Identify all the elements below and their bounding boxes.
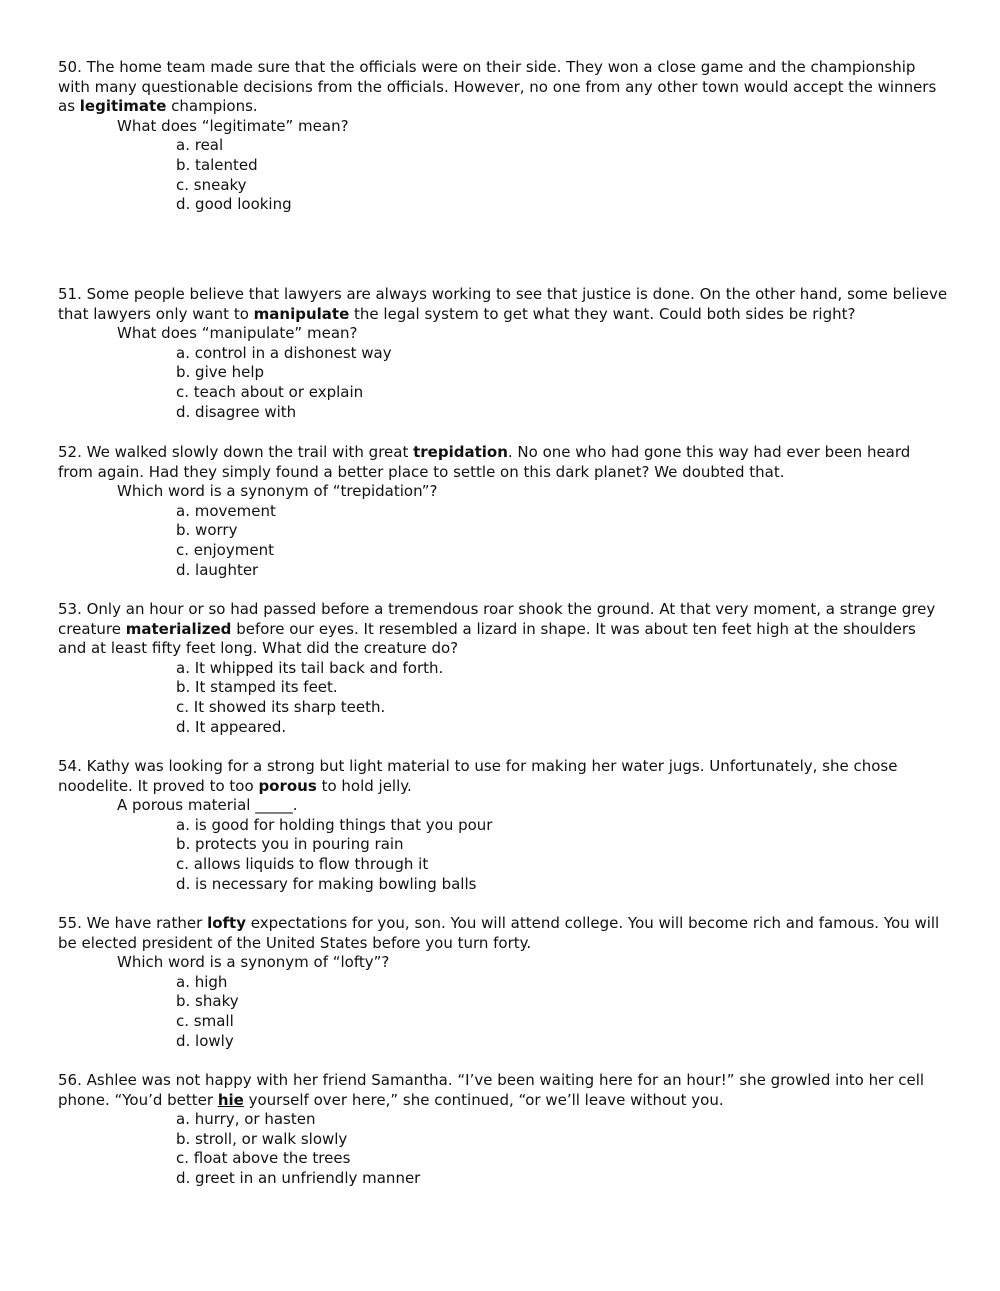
passage-text: 51. Some people believe that lawyers are always working to see that justice is done. On the other hand, some believe that lawyers only want to: [58, 285, 948, 323]
question-passage: [58, 600, 948, 659]
vocab-word-trepidation: trepidation: [413, 443, 508, 461]
answer-option-d[interactable]: d. It appeared.: [176, 717, 287, 736]
answer-option-c[interactable]: c. It showed its sharp teeth.: [176, 697, 386, 716]
question-55: [58, 914, 948, 1071]
answer-options: [58, 344, 948, 422]
vocab-word-lofty: lofty: [207, 914, 246, 932]
passage-text: 50. The home team made sure that the officials were on their side. They won a close game and the championship with many questionable decisions from the officials. However, no one from any other town would accept the winners as: [58, 58, 937, 116]
answer-option-d[interactable]: d. laughter: [176, 560, 259, 579]
passage-text: to hold jelly.: [316, 776, 412, 795]
question-prompt: What does “legitimate” mean?: [117, 116, 349, 135]
question-passage: [58, 914, 948, 953]
answer-option-b[interactable]: b. It stamped its feet.: [176, 678, 338, 697]
question-56: [58, 1071, 948, 1189]
answer-option-c[interactable]: c. float above the trees: [176, 1149, 351, 1168]
answer-option-d[interactable]: d. lowly: [176, 1031, 234, 1050]
worksheet-page: [58, 58, 948, 1189]
answer-option-a[interactable]: a. movement: [176, 501, 276, 520]
passage-text: 52. We walked slowly down the trail with great: [58, 443, 414, 461]
passage-text: . No one who had gone this way had ever been heard from again. Had they simply found a better place to settle on this dark planet? We doubted that.: [58, 443, 911, 481]
answer-option-a[interactable]: a. high: [176, 972, 228, 991]
question-prompt: A porous material _____.: [117, 796, 298, 815]
question-50: [58, 58, 948, 285]
answer-option-d[interactable]: d. greet in an unfriendly manner: [176, 1168, 421, 1187]
answer-options: [58, 816, 948, 894]
answer-option-b[interactable]: b. shaky: [176, 992, 239, 1011]
answer-option-d[interactable]: d. is necessary for making bowling balls: [176, 874, 477, 893]
question-passage: [58, 443, 948, 482]
answer-option-c[interactable]: c. small: [176, 1011, 234, 1030]
answer-option-b[interactable]: b. give help: [176, 363, 265, 382]
question-53: [58, 600, 948, 757]
answer-option-a[interactable]: a. control in a dishonest way: [176, 343, 392, 362]
passage-text: expectations for you, son. You will attend college. You will become rich and famous. You will be elected president of the United States before you turn forty.: [58, 914, 940, 952]
answer-option-d[interactable]: d. disagree with: [176, 402, 297, 421]
answer-option-c[interactable]: c. enjoyment: [176, 540, 274, 559]
answer-option-b[interactable]: b. worry: [176, 521, 238, 540]
vocab-word-manipulate: manipulate: [253, 304, 350, 323]
answer-option-b[interactable]: b. stroll, or walk slowly: [176, 1129, 348, 1148]
answer-option-b[interactable]: b. talented: [176, 155, 258, 174]
answer-option-a[interactable]: a. hurry, or hasten: [176, 1110, 316, 1129]
answer-option-a[interactable]: a. real: [176, 136, 224, 155]
passage-text: champions.: [166, 97, 258, 116]
question-52: [58, 443, 948, 600]
passage-text: the legal system to get what they want. Could both sides be right?: [349, 304, 856, 323]
passage-text: 53. Only an hour or so had passed before a tremendous roar shook the ground. At that very moment, a strange grey creature: [58, 600, 936, 638]
question-passage: [58, 1071, 948, 1110]
vocab-word-hie: hie: [217, 1090, 244, 1109]
answer-options: [58, 136, 948, 214]
vocab-word-porous: porous: [258, 776, 317, 795]
answer-option-a[interactable]: a. is good for holding things that you pour: [176, 815, 493, 834]
question-passage: [58, 58, 948, 117]
question-prompt: Which word is a synonym of “trepidation”?: [117, 482, 438, 501]
answer-option-b[interactable]: b. protects you in pouring rain: [176, 835, 404, 854]
vocab-word-materialized: materialized: [125, 619, 232, 638]
answer-option-a[interactable]: a. It whipped its tail back and forth.: [176, 658, 444, 677]
answer-options: [58, 659, 948, 737]
answer-option-d[interactable]: d. good looking: [176, 195, 292, 214]
question-passage: [58, 285, 948, 324]
passage-text: 56. Ashlee was not happy with her friend Samantha. “I’ve been waiting here for an hour!” she growled into her cell phone. “You’d better: [58, 1071, 925, 1109]
passage-text: before our eyes. It resembled a lizard in shape. It was about ten feet high at the shoulders and at least fifty feet long. What did the creature do?: [58, 619, 916, 658]
passage-text: 54. Kathy was looking for a strong but light material to use for making her water jugs. Unfortunately, she chose noodelite. It proved to too: [58, 757, 898, 795]
answer-options: [58, 973, 948, 1051]
question-51: [58, 285, 948, 443]
passage-text: yourself over here,” she continued, “or we’ll leave without you.: [243, 1090, 724, 1109]
answer-option-c[interactable]: c. teach about or explain: [176, 382, 364, 401]
passage-text: 55. We have rather: [58, 914, 208, 932]
answer-options: [58, 502, 948, 580]
question-passage: [58, 757, 948, 796]
question-prompt: What does “manipulate” mean?: [117, 324, 358, 343]
answer-options: [58, 1110, 948, 1188]
question-54: [58, 757, 948, 914]
question-prompt: Which word is a synonym of “lofty”?: [117, 953, 390, 972]
vocab-word-legitimate: legitimate: [79, 97, 167, 116]
answer-option-c[interactable]: c. allows liquids to flow through it: [176, 854, 429, 873]
answer-option-c[interactable]: c. sneaky: [176, 175, 247, 194]
